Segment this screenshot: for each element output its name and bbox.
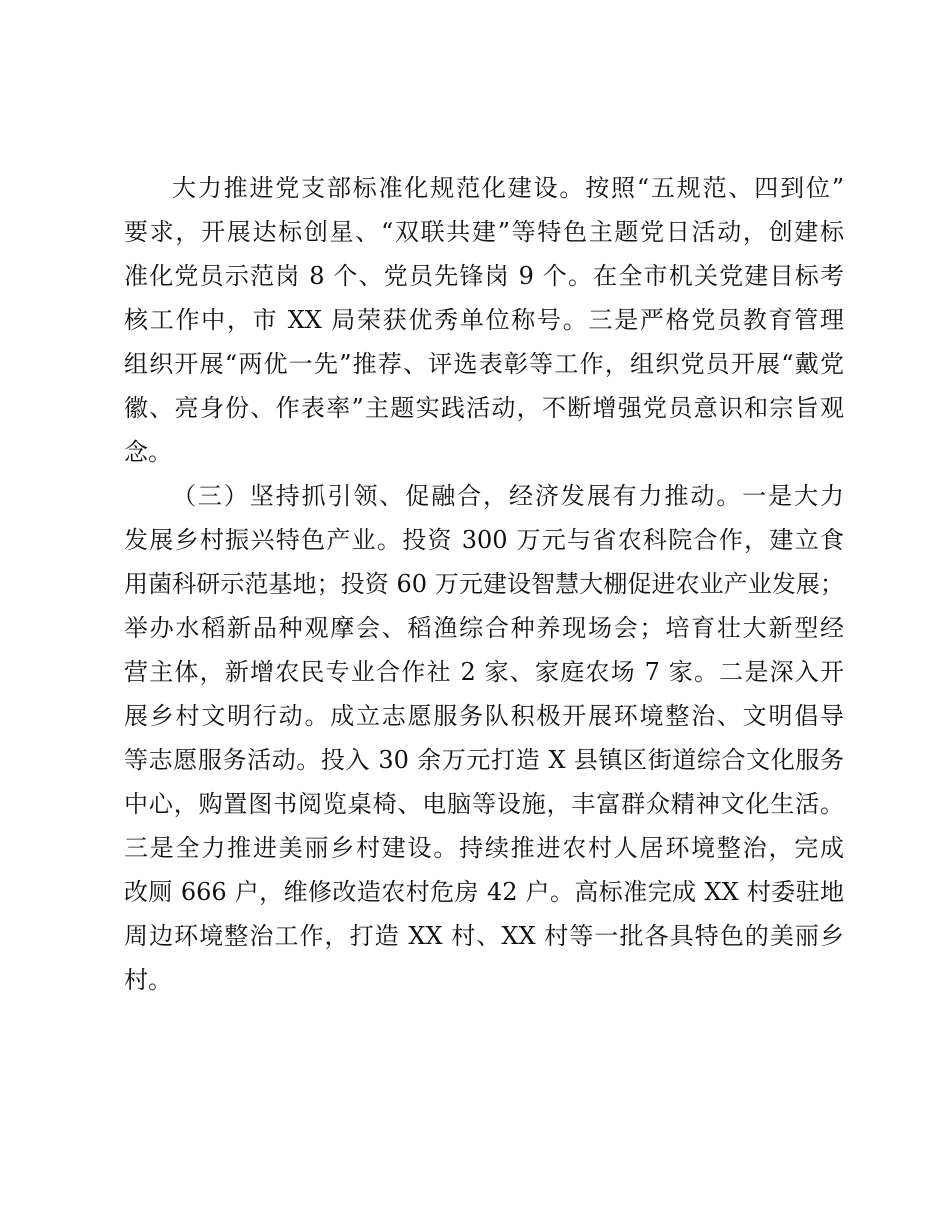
text-line: 营主体，新增农民专业合作社 2 家、家庭农场 7 家。二是深入开 xyxy=(124,658,844,686)
paragraph-economic-development xyxy=(124,474,844,1002)
text-line: 中心，购置图书阅览桌椅、电脑等设施，丰富群众精神文化生活。 xyxy=(124,790,844,818)
text-line: 徽、亮身份、作表率”主题实践活动，不断增强党员意识和宗旨观 xyxy=(124,394,844,422)
text-line: 核工作中，市 XX 局荣获优秀单位称号。三是严格党员教育管理 xyxy=(124,306,844,334)
text-line: 大力推进党支部标准化规范化建设。按照“五规范、四到位” xyxy=(172,174,844,202)
text-line: 展乡村文明行动。成立志愿服务队积极开展环境整治、文明倡导 xyxy=(124,702,844,730)
text-line: 要求，开展达标创星、“双联共建”等特色主题党日活动，创建标 xyxy=(124,218,844,246)
text-line: 改厕 666 户，维修改造农村危房 42 户。高标准完成 XX 村委驻地 xyxy=(124,878,844,906)
text-line: 举办水稻新品种观摩会、稻渔综合种养现场会；培育壮大新型经 xyxy=(124,614,844,642)
paragraph-party-building xyxy=(124,166,844,474)
text-line: 村。 xyxy=(124,966,172,994)
section-heading-line: （三）坚持抓引领、促融合，经济发展有力推动。一是大力 xyxy=(172,482,844,510)
text-line: 组织开展“两优一先”推荐、评选表彰等工作，组织党员开展“戴党 xyxy=(124,350,844,378)
text-line: 发展乡村振兴特色产业。投资 300 万元与省农科院合作，建立食 xyxy=(124,526,844,554)
text-line: 用菌科研示范基地；投资 60 万元建设智慧大棚促进农业产业发展； xyxy=(124,570,844,598)
document-body xyxy=(124,166,844,1002)
text-line: 周边环境整治工作，打造 XX 村、XX 村等一批各具特色的美丽乡 xyxy=(124,922,844,950)
text-line: 等志愿服务活动。投入 30 余万元打造 X 县镇区街道综合文化服务 xyxy=(124,746,844,774)
text-line: 念。 xyxy=(124,438,172,466)
text-line: 准化党员示范岗 8 个、党员先锋岗 9 个。在全市机关党建目标考 xyxy=(124,262,844,290)
text-line: 三是全力推进美丽乡村建设。持续推进农村人居环境整治，完成 xyxy=(124,834,844,862)
